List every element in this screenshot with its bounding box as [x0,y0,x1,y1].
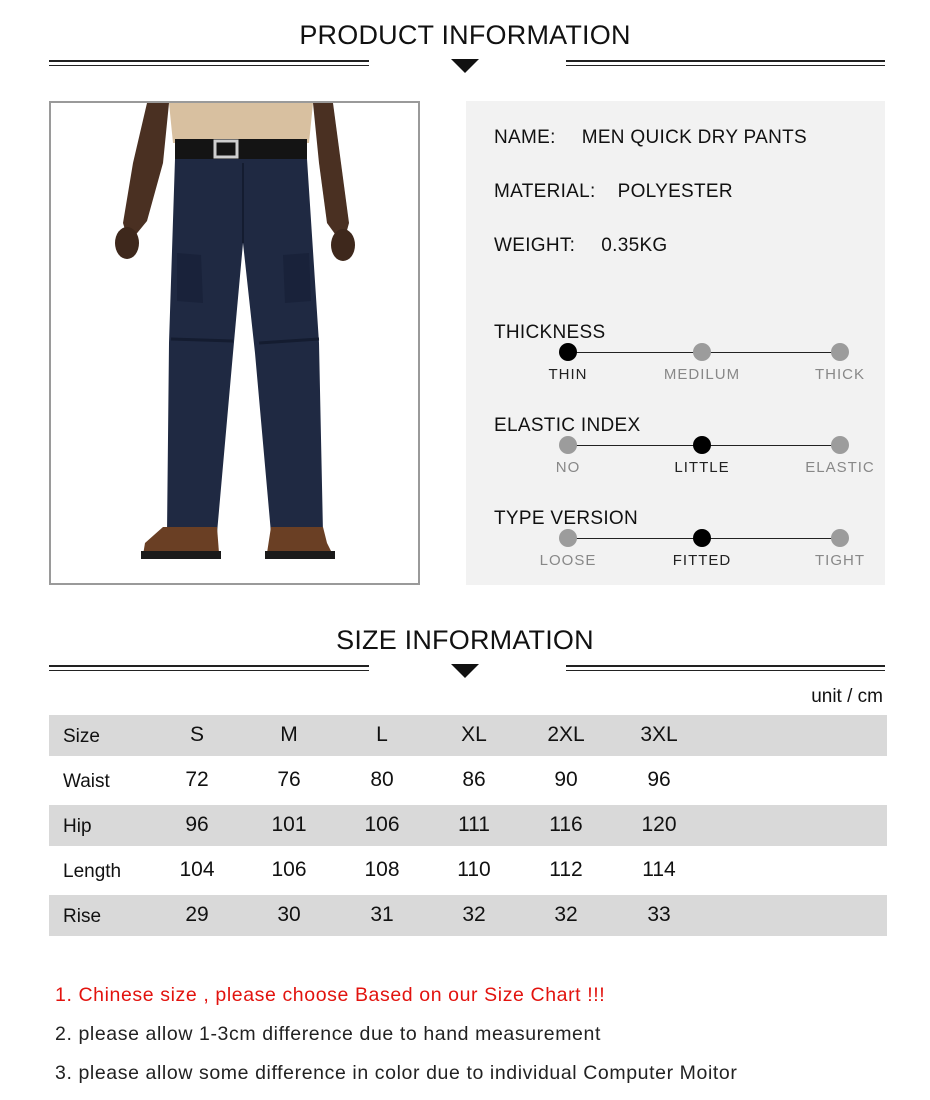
table-cell: S [189,722,205,746]
table-cell: 101 [271,812,307,836]
title-rule-left [49,60,369,66]
table-cell: 120 [641,812,677,836]
row-label: Rise [63,905,102,927]
scale-dot [559,436,577,454]
table-cell: 32 [462,902,486,926]
size-info-title: SIZE INFORMATION [336,625,594,655]
name-line [494,127,807,149]
row-label: Size [63,725,100,747]
table-cell: 96 [185,812,209,836]
scale-dot [831,436,849,454]
weight-label: WEIGHT: [494,235,576,256]
scale-title: TYPE VERSION [494,508,639,529]
table-cell: 72 [185,767,209,791]
product-info-title: PRODUCT INFORMATION [299,20,631,50]
info-panel [466,101,885,585]
table-cell: L [376,722,388,746]
table-header-row [49,715,887,756]
size-table [49,715,887,936]
scale-option-label: ELASTIC [805,459,875,476]
table-cell: 80 [370,767,394,791]
table-cell: 32 [554,902,578,926]
table-cell: 104 [179,857,215,881]
table-cell: 106 [364,812,400,836]
name-label: NAME: [494,127,556,148]
table-row [49,895,887,936]
table-row [49,846,887,895]
scale-option-label: TIGHT [815,552,865,569]
weight-value: 0.35KG [601,235,668,256]
table-cell: 90 [554,767,578,791]
notes [55,983,737,1100]
scale-dot [831,529,849,547]
table-cell: 31 [370,902,394,926]
scale-option-label: LITTLE [674,459,730,476]
down-triangle-icon [451,664,479,678]
scale-title: THICKNESS [494,322,606,343]
table-cell: 106 [271,857,307,881]
size-rule-right [566,665,885,671]
table-cell: 96 [647,767,671,791]
scale-option-label: LOOSE [539,552,597,569]
row-label: Hip [63,815,92,837]
scale-option-label: FITTED [672,552,732,569]
table-cell: 108 [364,857,400,881]
pants-illustration [51,103,418,583]
note-1: 1. Chinese size , please choose Based on our Size Chart !!! [55,984,606,1006]
material-line [494,181,733,203]
note-2: 2. please allow 1-3cm difference due to hand measurement [55,1023,601,1045]
table-cell: 111 [458,812,490,836]
scale-dot-selected [559,343,577,361]
scale-option-label: MEDILUM [663,366,741,383]
table-cell: 33 [647,902,671,926]
material-value: POLYESTER [617,181,733,202]
table-cell: 30 [277,902,301,926]
scale-dot-selected [693,436,711,454]
table-cell: 110 [457,857,491,881]
scale-dot [559,529,577,547]
down-triangle-icon [451,59,479,73]
table-cell: 116 [549,812,583,836]
table-row [49,805,887,846]
table-row [49,756,887,805]
scale-option-label: THIN [548,366,588,383]
table-cell: 76 [277,767,301,791]
table-cell: 29 [185,902,209,926]
table-cell: 3XL [640,722,678,746]
table-cell: 114 [642,857,676,881]
table-cell: 86 [462,767,486,791]
table-cell: XL [461,722,487,746]
scale-title: ELASTIC INDEX [494,415,641,436]
table-cell: M [280,722,298,746]
table-cell: 112 [549,857,583,881]
title-rule-right [566,60,885,66]
material-label: MATERIAL: [494,181,596,202]
table-cell: 2XL [547,722,585,746]
size-rule-left [49,665,369,671]
name-value: MEN QUICK DRY PANTS [581,127,807,148]
note-3: 3. please allow some difference in color due to individual Computer Moitor [55,1062,738,1084]
scale-option-label: THICK [815,366,865,383]
scale-dot [831,343,849,361]
product-photo [49,101,420,585]
weight-line [494,235,668,257]
row-label: Waist [63,770,110,792]
scale-dot-selected [693,529,711,547]
scale-option-label: NO [555,459,581,476]
scale-dot [693,343,711,361]
unit-label: unit / cm [811,686,883,707]
row-label: Length [63,860,122,882]
